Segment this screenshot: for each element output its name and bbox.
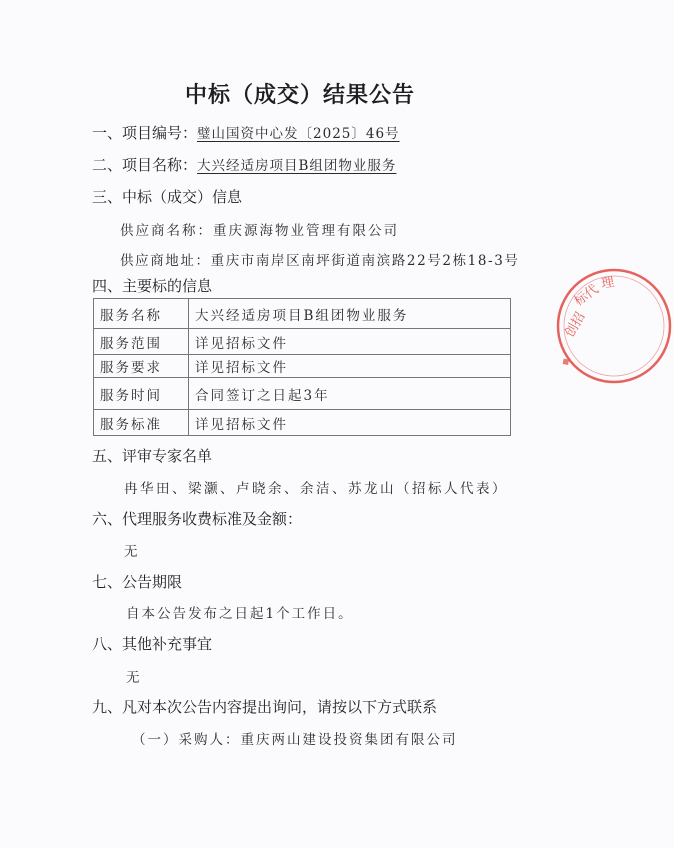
agency-fee-value: 无 (124, 544, 140, 560)
official-seal-icon (554, 266, 674, 386)
table-value: 详见招标文件 (189, 410, 511, 436)
supplier-address-label: 供应商地址： (120, 253, 211, 269)
svg-text:理: 理 (600, 274, 616, 292)
table-row (94, 329, 511, 355)
section-experts: 五、评审专家名单 (92, 447, 213, 465)
supplier-name-line (120, 219, 399, 239)
supplier-name-label: 供应商名称： (120, 223, 213, 239)
table-row (94, 378, 511, 410)
supplier-address-line (120, 249, 520, 269)
table-row (94, 355, 511, 378)
svg-text:▪: ▪ (558, 356, 573, 367)
contact-purchaser: （一）采购人：重庆两山建设投资集团有限公司 (132, 732, 458, 748)
page-title: 中标（成交）结果公告 (184, 83, 415, 108)
table-row (94, 410, 511, 436)
section-award-info: 三、中标（成交）信息 (92, 188, 243, 206)
svg-text:创招: 创招 (562, 309, 589, 340)
experts-list: 冉华田、梁灏、卢晓余、余洁、苏龙山（招标人代表） (124, 481, 508, 497)
table-key: 服务要求 (94, 355, 189, 378)
table-row (94, 299, 511, 329)
supplier-name: 重庆源海物业管理有限公司 (213, 223, 399, 239)
other-matters-value: 无 (126, 670, 142, 686)
section-notice-period: 七、公告期限 (92, 573, 183, 591)
table-value: 大兴经适房项目B组团物业服务 (189, 299, 511, 329)
svg-text:标代: 标代 (571, 282, 602, 310)
section-subject-info: 四、主要标的信息 (92, 277, 213, 295)
section-project-name (92, 154, 396, 175)
table-value: 合同签订之日起3年 (189, 378, 511, 410)
section-heading: 一、项目编号： (92, 124, 198, 142)
table-value: 详见招标文件 (189, 329, 511, 355)
section-other-matters: 八、其他补充事宜 (92, 635, 213, 653)
table-key: 服务标准 (94, 410, 189, 436)
table-key: 服务时间 (94, 378, 189, 410)
section-agency-fee: 六、代理服务收费标准及金额： (92, 510, 303, 528)
section-project-number (92, 122, 400, 143)
table-key: 服务名称 (94, 299, 189, 329)
project-name-value: 大兴经适房项目B组团物业服务 (197, 158, 397, 174)
supplier-address: 重庆市南岸区南坪街道南滨路22号2栋18-3号 (210, 253, 520, 269)
project-number-value: 璧山国资中心发〔2025〕46号 (197, 126, 400, 142)
subject-info-table (93, 298, 511, 436)
table-key: 服务范围 (94, 329, 189, 355)
section-contact: 九、凡对本次公告内容提出询问，请按以下方式联系 (92, 698, 438, 716)
section-heading: 二、项目名称： (92, 156, 198, 174)
notice-period-value: 自本公告发布之日起1个工作日。 (126, 606, 354, 622)
table-value: 详见招标文件 (189, 355, 511, 378)
